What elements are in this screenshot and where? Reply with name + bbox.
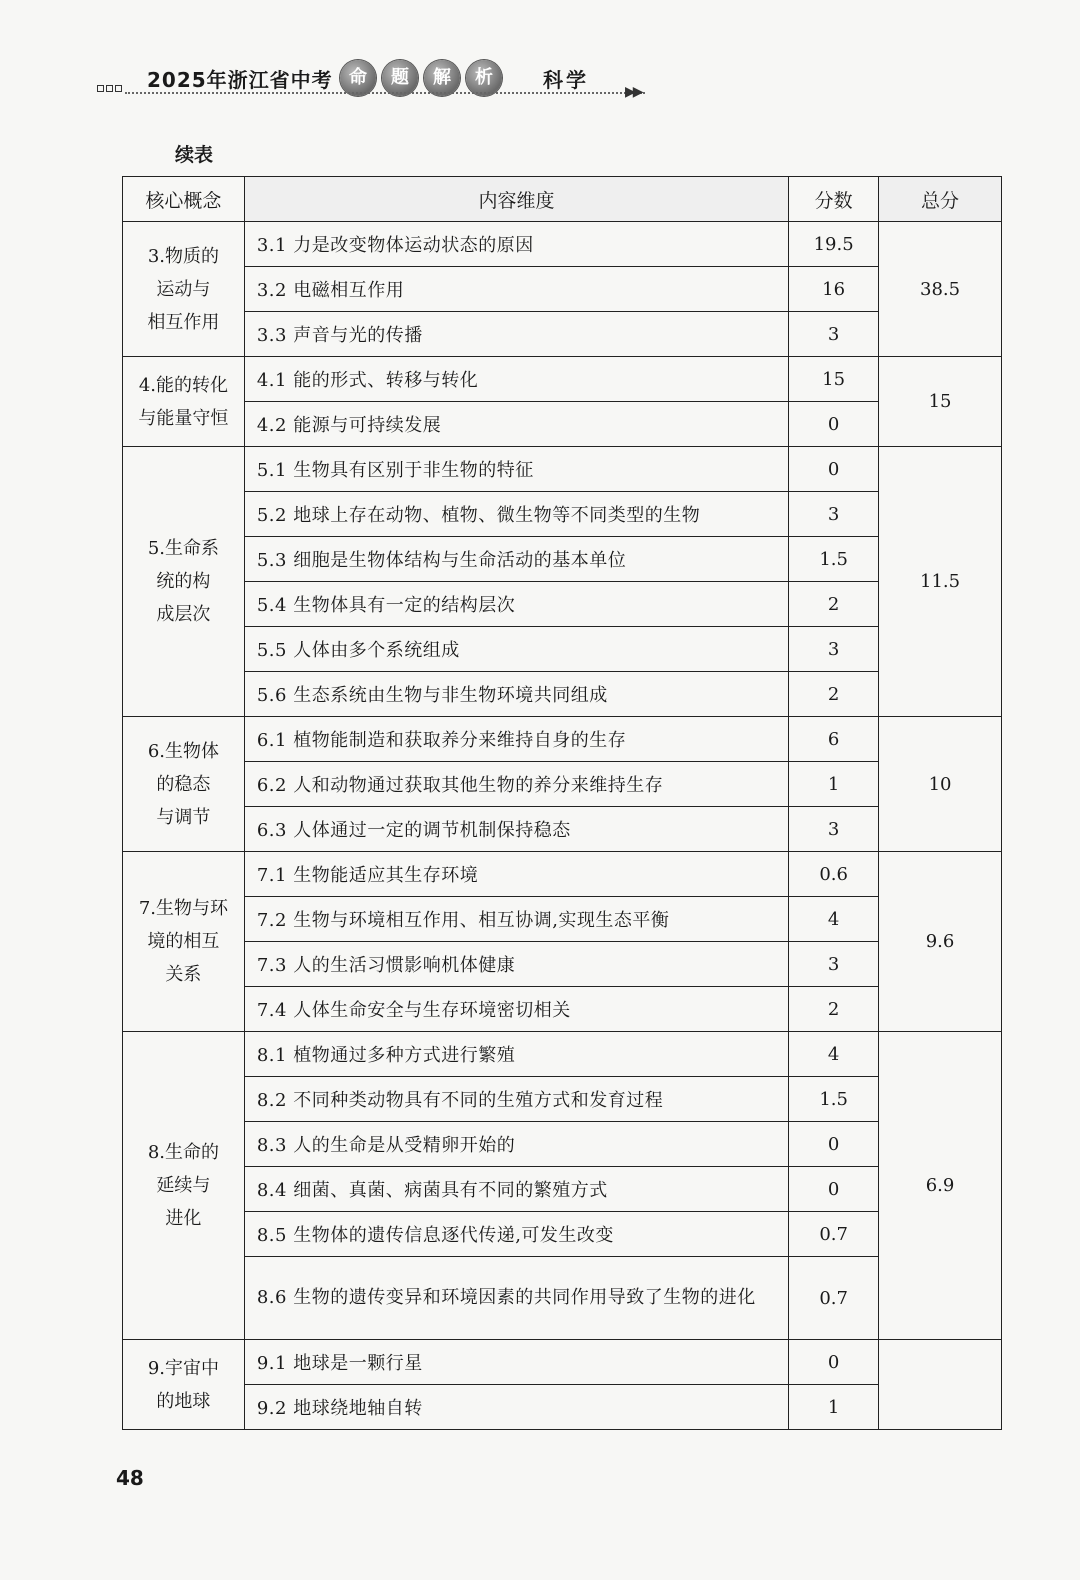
table-header-row [123, 177, 1002, 222]
table-row [123, 1077, 1002, 1122]
table-row [123, 897, 1002, 942]
score-cell: 3 [789, 492, 879, 537]
core-concept-line: 运动与 [156, 278, 211, 300]
header-badge: 题 [382, 60, 418, 96]
core-concept-line: 4.能的转化 [138, 374, 229, 396]
score-cell: 0 [789, 1122, 879, 1167]
score-cell: 0 [789, 402, 879, 447]
score-cell: 3 [789, 942, 879, 987]
column-header: 核心概念 [123, 177, 245, 222]
column-header: 内容维度 [244, 177, 788, 222]
core-concept-line: 进化 [165, 1208, 202, 1229]
table-row [123, 1122, 1002, 1167]
core-concept-cell [123, 357, 245, 447]
score-cell: 19.5 [789, 222, 879, 267]
content-dimension-cell: 7.2 生物与环境相互作用、相互协调,实现生态平衡 [244, 897, 788, 942]
content-dimension-cell: 4.1 能的形式、转移与转化 [244, 357, 788, 402]
content-dimension-cell: 9.2 地球绕地轴自转 [244, 1385, 788, 1430]
content-dimension-cell: 6.2 人和动物通过获取其他生物的养分来维持生存 [244, 762, 788, 807]
table-row [123, 942, 1002, 987]
score-cell: 0 [789, 1340, 879, 1385]
core-concept-line: 关系 [165, 964, 202, 985]
header-dotted-rule [125, 92, 645, 94]
score-cell: 3 [789, 312, 879, 357]
core-concept-cell [123, 852, 245, 1032]
core-concept-cell [123, 717, 245, 852]
table-row [123, 717, 1002, 762]
table-row [123, 537, 1002, 582]
total-score-cell: 10 [879, 717, 1002, 852]
core-concept-line: 与调节 [156, 806, 211, 828]
core-concept-line: 6.生物体 [147, 740, 220, 762]
table-row [123, 402, 1002, 447]
content-dimension-cell: 7.4 人体生命安全与生存环境密切相关 [244, 987, 788, 1032]
content-dimension-cell: 4.2 能源与可持续发展 [244, 402, 788, 447]
content-dimension-cell: 7.3 人的生活习惯影响机体健康 [244, 942, 788, 987]
header-badge: 析 [466, 60, 502, 96]
table-row [123, 1257, 1002, 1340]
total-score-cell [879, 1340, 1002, 1430]
table-row [123, 447, 1002, 492]
content-dimension-cell: 9.1 地球是一颗行星 [244, 1340, 788, 1385]
score-cell: 2 [789, 987, 879, 1032]
score-cell: 2 [789, 582, 879, 627]
table-row [123, 627, 1002, 672]
content-dimension-cell: 5.4 生物体具有一定的结构层次 [244, 582, 788, 627]
table-row [123, 1385, 1002, 1430]
score-cell: 1.5 [789, 537, 879, 582]
score-cell: 1 [789, 1385, 879, 1430]
header-title: 2025年浙江省中考 [147, 68, 333, 92]
core-concept-line: 相互作用 [147, 311, 220, 333]
score-cell: 4 [789, 897, 879, 942]
table-row [123, 582, 1002, 627]
score-cell: 16 [789, 267, 879, 312]
table-row [123, 672, 1002, 717]
score-cell: 0 [789, 447, 879, 492]
core-concept-cell [123, 1032, 245, 1340]
score-cell: 0.6 [789, 852, 879, 897]
core-concept-line: 延续与 [156, 1175, 211, 1196]
content-dimension-cell: 3.2 电磁相互作用 [244, 267, 788, 312]
core-concept-cell [123, 222, 245, 357]
core-concept-line: 5.生命系 [147, 538, 220, 559]
score-cell: 0.7 [789, 1257, 879, 1340]
score-table [122, 176, 1002, 1430]
core-concept-line: 统的构 [156, 571, 211, 592]
column-header: 分数 [789, 177, 879, 222]
table-row [123, 492, 1002, 537]
score-cell: 0 [789, 1167, 879, 1212]
content-dimension-cell: 5.5 人体由多个系统组成 [244, 627, 788, 672]
header-squares-icon [97, 85, 122, 92]
score-cell: 6 [789, 717, 879, 762]
core-concept-line: 与能量守恒 [138, 407, 229, 429]
table-row [123, 267, 1002, 312]
content-dimension-cell: 7.1 生物能适应其生存环境 [244, 852, 788, 897]
content-dimension-cell: 3.1 力是改变物体运动状态的原因 [244, 222, 788, 267]
total-score-cell: 15 [879, 357, 1002, 447]
table-row [123, 987, 1002, 1032]
header-subject: 科学 [543, 68, 589, 92]
double-arrow-icon: ▶▶ [625, 84, 641, 100]
table-row [123, 222, 1002, 267]
score-cell: 0.7 [789, 1212, 879, 1257]
core-concept-line: 8.生命的 [147, 1142, 220, 1163]
core-concept-line: 境的相互 [147, 931, 220, 952]
table-row [123, 1032, 1002, 1077]
column-header: 总分 [879, 177, 1002, 222]
content-dimension-cell: 8.6 生物的遗传变异和环境因素的共同作用导致了生物的进化 [244, 1257, 788, 1340]
page-header [95, 60, 675, 104]
header-badges [340, 60, 502, 96]
content-dimension-cell: 8.4 细菌、真菌、病菌具有不同的繁殖方式 [244, 1167, 788, 1212]
table-row [123, 807, 1002, 852]
table-row [123, 312, 1002, 357]
total-score-cell: 6.9 [879, 1032, 1002, 1340]
continued-label: 续表 [175, 144, 214, 166]
content-dimension-cell: 6.1 植物能制造和获取养分来维持自身的生存 [244, 717, 788, 762]
score-cell: 3 [789, 627, 879, 672]
score-cell: 1.5 [789, 1077, 879, 1122]
core-concept-line: 7.生物与环 [138, 898, 229, 919]
content-dimension-cell: 3.3 声音与光的传播 [244, 312, 788, 357]
content-dimension-cell: 8.5 生物体的遗传信息逐代传递,可发生改变 [244, 1212, 788, 1257]
table-row [123, 1167, 1002, 1212]
content-dimension-cell: 8.1 植物通过多种方式进行繁殖 [244, 1032, 788, 1077]
table-row [123, 1212, 1002, 1257]
header-badge: 解 [424, 60, 460, 96]
score-cell: 2 [789, 672, 879, 717]
total-score-cell: 38.5 [879, 222, 1002, 357]
content-dimension-cell: 5.3 细胞是生物体结构与生命活动的基本单位 [244, 537, 788, 582]
table-row [123, 852, 1002, 897]
core-concept-line: 的稳态 [156, 773, 211, 795]
content-dimension-cell: 6.3 人体通过一定的调节机制保持稳态 [244, 807, 788, 852]
content-dimension-cell: 8.3 人的生命是从受精卵开始的 [244, 1122, 788, 1167]
content-dimension-cell: 8.2 不同种类动物具有不同的生殖方式和发育过程 [244, 1077, 788, 1122]
score-cell: 4 [789, 1032, 879, 1077]
content-dimension-cell: 5.2 地球上存在动物、植物、微生物等不同类型的生物 [244, 492, 788, 537]
header-badge: 命 [340, 60, 376, 96]
content-dimension-cell: 5.1 生物具有区别于非生物的特征 [244, 447, 788, 492]
core-concept-line: 9.宇宙中 [147, 1357, 220, 1379]
score-cell: 3 [789, 807, 879, 852]
table-row [123, 762, 1002, 807]
table-row [123, 357, 1002, 402]
page-number: 48 [116, 1466, 144, 1490]
score-cell: 15 [789, 357, 879, 402]
core-concept-line: 的地球 [156, 1390, 211, 1412]
total-score-cell: 11.5 [879, 447, 1002, 717]
core-concept-cell [123, 1340, 245, 1430]
core-concept-cell [123, 447, 245, 717]
score-cell: 1 [789, 762, 879, 807]
table-body [123, 222, 1002, 1430]
content-dimension-cell: 5.6 生态系统由生物与非生物环境共同组成 [244, 672, 788, 717]
table-row [123, 1340, 1002, 1385]
core-concept-line: 3.物质的 [147, 245, 220, 267]
total-score-cell: 9.6 [879, 852, 1002, 1032]
core-concept-line: 成层次 [156, 604, 211, 625]
